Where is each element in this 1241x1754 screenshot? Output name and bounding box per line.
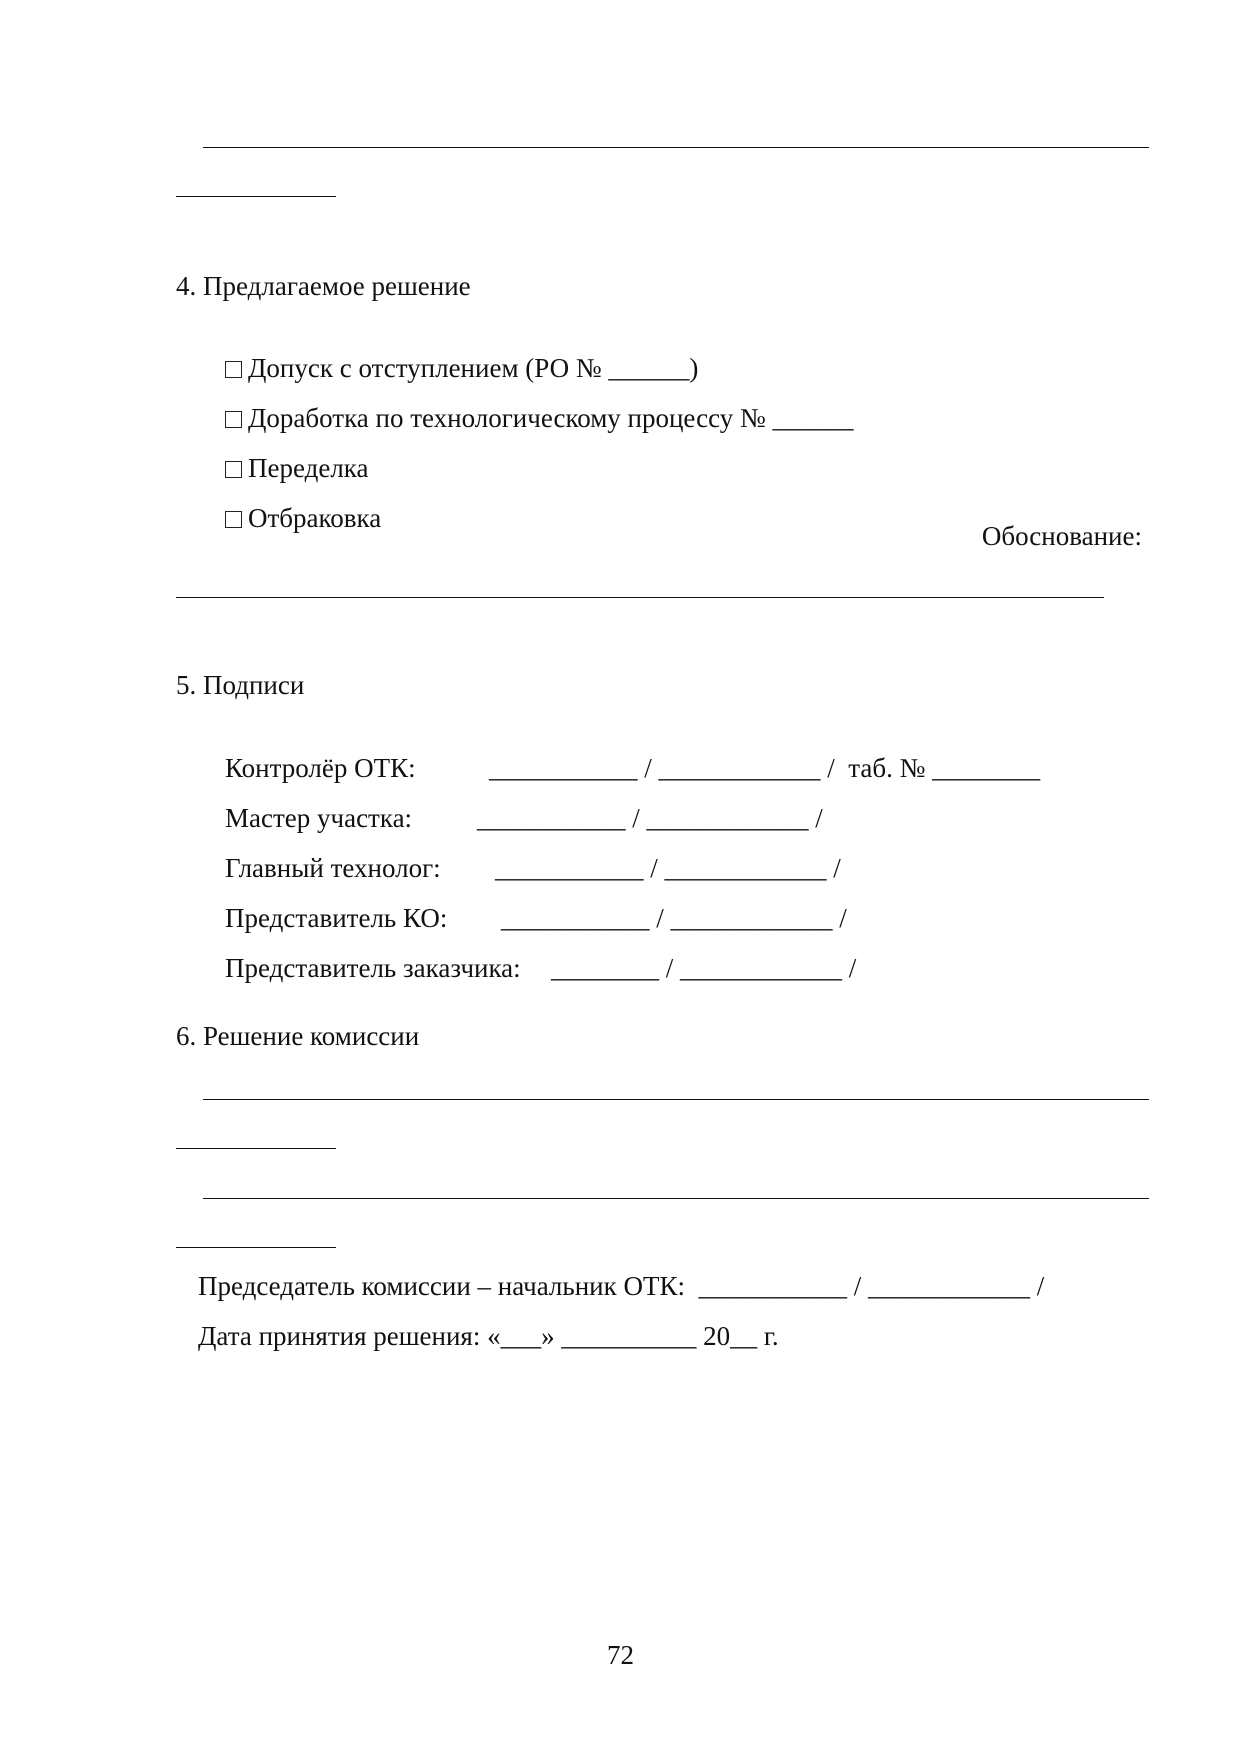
checkbox-icon[interactable] [225, 511, 242, 528]
section6-heading: 6. Решение комиссии [176, 1021, 420, 1051]
signature-label: Мастер участка: [225, 803, 413, 833]
justification-label: Обоснование: [981, 521, 1142, 551]
section4-heading: 4. Предлагаемое решение [176, 271, 471, 301]
option-label: Доработка по технологическому процессу № ______ [248, 403, 854, 433]
signature-label: Главный технолог: [225, 853, 441, 883]
decision-rule-short-2[interactable] [176, 1247, 336, 1248]
justification-line[interactable] [176, 597, 1104, 598]
page-number: 72 [607, 1640, 634, 1670]
option-reject[interactable] [198, 470, 381, 566]
option-label: Отбраковка [248, 503, 382, 533]
decision-rule-long-1[interactable] [203, 1099, 1149, 1100]
signature-label: Представитель КО: [225, 903, 448, 933]
signature-fields[interactable]: ___________ / ____________ / [477, 803, 823, 833]
top-rule-long [203, 147, 1149, 148]
chairman-signature[interactable]: Председатель комиссии – начальник ОТК: ___________ / ____________ / [198, 1271, 1045, 1301]
signature-fields[interactable]: ___________ / ____________ / таб. № ________ [489, 753, 1041, 783]
signature-row-customer-representative [198, 920, 856, 1016]
option-label: Переделка [248, 453, 369, 483]
decision-date[interactable]: Дата принятия решения: «___» __________ 20__ г. [198, 1321, 779, 1351]
option-label: Допуск с отступлением (РО № ______) [248, 353, 699, 383]
signature-fields[interactable]: ________ / ____________ / [551, 953, 857, 983]
signature-fields[interactable]: ___________ / ____________ / [501, 903, 847, 933]
signature-label: Представитель заказчика: [225, 953, 521, 983]
signature-label: Контролёр ОТК: [225, 753, 416, 783]
decision-rule-short-1[interactable] [176, 1148, 336, 1149]
section5-heading: 5. Подписи [176, 670, 305, 700]
signature-fields[interactable]: ___________ / ____________ / [495, 853, 841, 883]
decision-rule-long-2[interactable] [203, 1198, 1149, 1199]
top-rule-short [176, 196, 336, 197]
